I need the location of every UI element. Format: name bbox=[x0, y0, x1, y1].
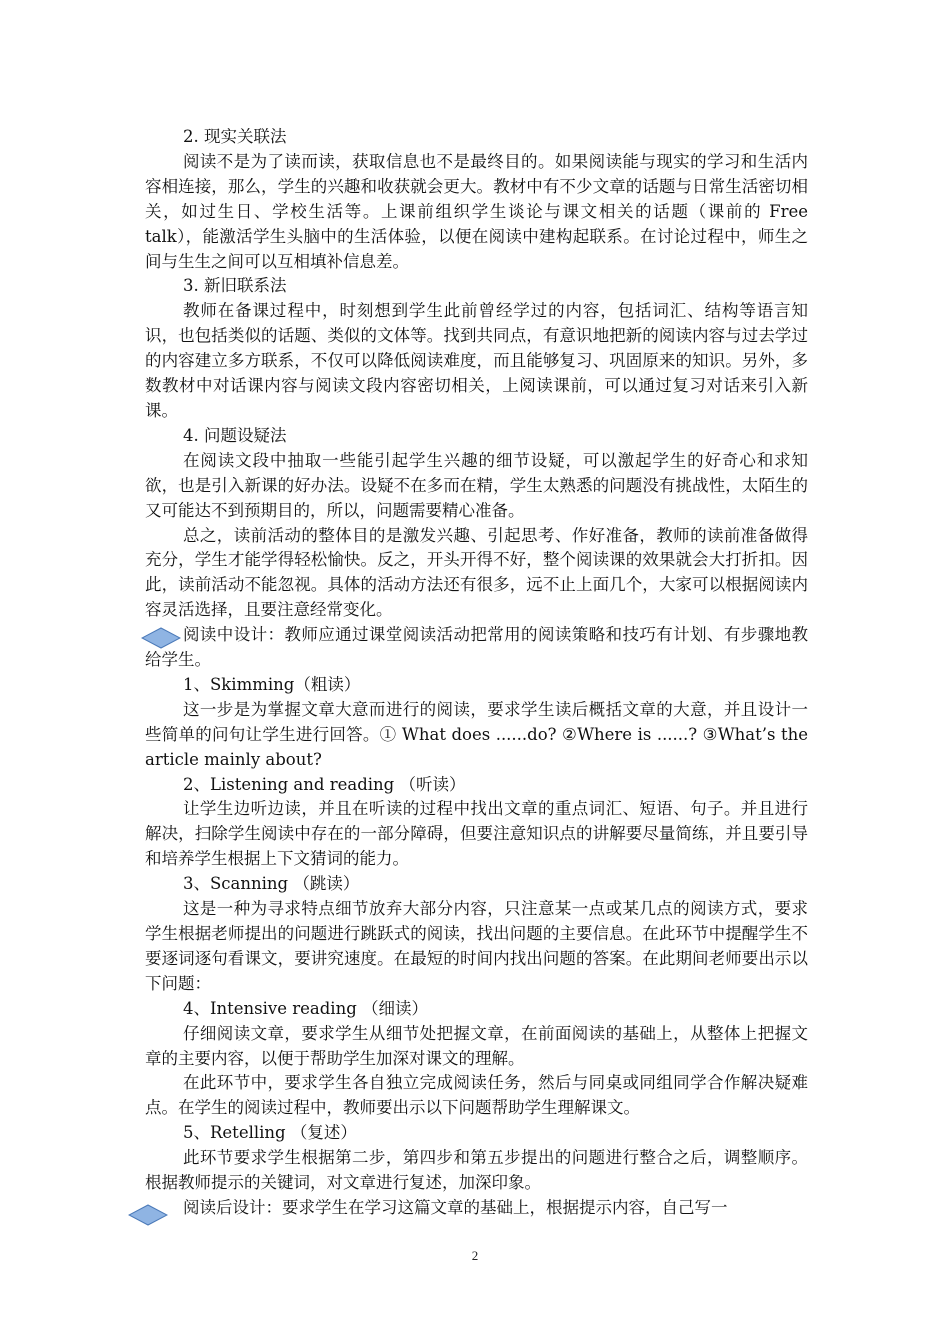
section-heading: 2、Listening and reading （听读） bbox=[183, 774, 466, 794]
paragraph: 这一步是为掌握文章大意而进行的阅读，要求学生读后概括文章的大意，并且设计一些简单的问句让学生进行回答。① What does ......do? ②Where is ......? ③What’s the article mainly about? bbox=[145, 699, 808, 769]
document-body bbox=[145, 125, 808, 1221]
paragraph: 阅读不是为了读而读，获取信息也不是最终目的。如果阅读能与现实的学习和生活内容相连接，那么，学生的兴趣和收获就会更大。教材中有不少文章的话题与日常生活密切相关，如过生日、学校生活等。上课前组织学生谈论与课文相关的话题（课前的 Free talk），能激活学生头脑中的生活体验，以便在阅读中建构起联系。在讨论过程中，师生之间与生生之间可以互相填补信息差。 bbox=[145, 151, 808, 271]
paragraph: 在此环节中，要求学生各自独立完成阅读任务，然后与同桌或同组同学合作解决疑难点。在学生的阅读过程中，教师要出示以下问题帮助学生理解课文。 bbox=[145, 1073, 808, 1118]
section-heading: 2. 现实关联法 bbox=[183, 127, 287, 146]
diamond-bullet-icon bbox=[128, 1204, 168, 1226]
section-heading: 1、Skimming（粗读） bbox=[183, 674, 361, 694]
paragraph: 阅读后设计：要求学生在学习这篇文章的基础上，根据提示内容，自己写一 bbox=[183, 1197, 728, 1217]
section-heading: 5、Retelling （复述） bbox=[183, 1123, 357, 1143]
page-number: 2 bbox=[471, 1248, 479, 1263]
diamond-bullet-icon bbox=[141, 627, 181, 649]
paragraph: 阅读中设计：教师应通过课堂阅读活动把常用的阅读策略和技巧有计划、有步骤地教给学生。 bbox=[145, 625, 808, 670]
paragraph: 教师在备课过程中，时刻想到学生此前曾经学过的内容，包括词汇、结构等语言知识，也包括类似的话题、类似的文体等。找到共同点，有意识地把新的阅读内容与过去学过的内容建立多方联系，不仅可以降低阅读难度，而且能够复习、巩固原来的知识。另外，多数教材中对话课内容与阅读文段内容密切相关，上阅读课前，可以通过复习对话来引入新课。 bbox=[145, 301, 808, 420]
section-heading: 3. 新旧联系法 bbox=[183, 276, 287, 296]
paragraph: 这是一种为寻求特点细节放弃大部分内容，只注意某一点或某几点的阅读方式，要求学生根据老师提出的问题进行跳跃式的阅读，找出问题的主要信息。在此环节中提醒学生不要逐词逐句看课文，要讲究速度。在最短的时间内找出问题的答案。在此期间老师要出示以下问题： bbox=[145, 899, 808, 993]
paragraph: 仔细阅读文章，要求学生从细节处把握文章，在前面阅读的基础上，从整体上把握文章的主要内容，以便于帮助学生加深对课文的理解。 bbox=[145, 1023, 808, 1068]
paragraph: 此环节要求学生根据第二步，第四步和第五步提出的问题进行整合之后，调整顺序。根据教师提示的关键词，对文章进行复述，加深印象。 bbox=[145, 1148, 808, 1193]
paragraph: 让学生边听边读，并且在听读的过程中找出文章的重点词汇、短语、句子。并且进行解决，扫除学生阅读中存在的一部分障碍，但要注意知识点的讲解要尽量简练，并且要引导和培养学生根据上下文猜词的能力。 bbox=[145, 799, 808, 869]
paragraph: 总之，读前活动的整体目的是激发兴趣、引起思考、作好准备，教师的读前准备做得充分，学生才能学得轻松愉快。反之，开头开得不好，整个阅读课的效果就会大打折扣。因此，读前活动不能忽视。具体的活动方法还有很多，远不止上面几个，大家可以根据阅读内容灵活选择，且要注意经常变化。 bbox=[145, 525, 808, 620]
section-heading: 3、Scanning （跳读） bbox=[183, 874, 360, 894]
paragraph: 在阅读文段中抽取一些能引起学生兴趣的细节设疑，可以激起学生的好奇心和求知欲，也是引入新课的好办法。设疑不在多而在精，学生太熟悉的问题没有挑战性，太陌生的又可能达不到预期目的，所以，问题需要精心准备。 bbox=[145, 450, 808, 520]
section-heading: 4. 问题设疑法 bbox=[183, 425, 287, 445]
section-heading: 4、Intensive reading （细读） bbox=[183, 998, 429, 1018]
